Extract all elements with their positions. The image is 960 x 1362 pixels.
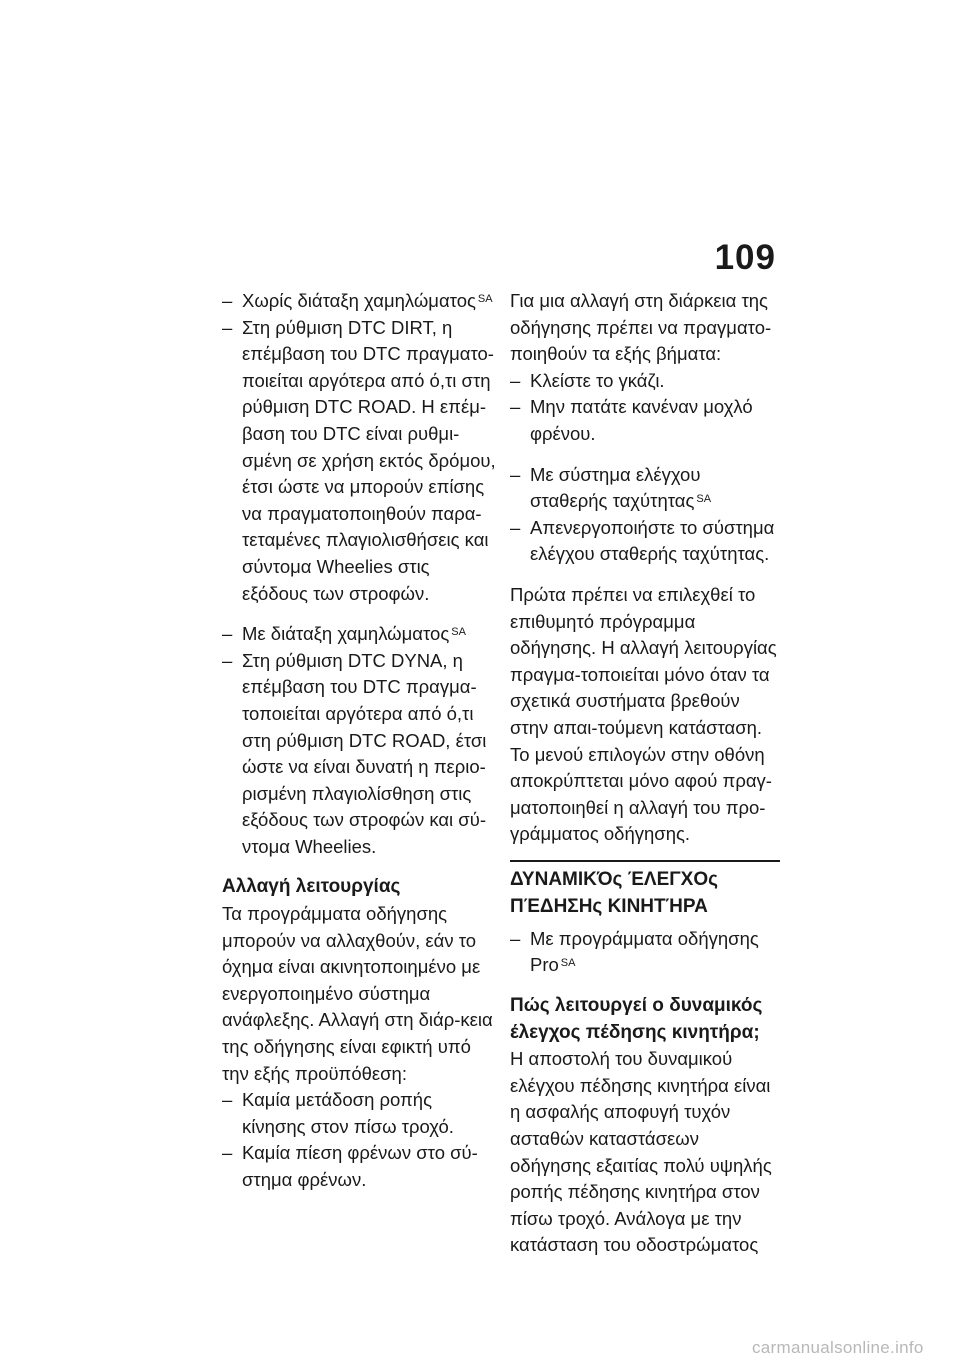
sa-superscript: SA xyxy=(696,493,712,506)
list-item: – Καμία πίεση φρένων στο σύ-στημα φρένων. xyxy=(222,1140,498,1193)
list-item xyxy=(510,462,780,515)
page-number: 109 xyxy=(714,238,776,277)
paragraph: Το μενού επιλογών στην οθόνη αποκρύπτεται μόνο αφού πραγ-ματοποιηθεί η αλλαγή του προ-γράμματος οδήγησης. xyxy=(510,743,772,845)
section-title: ΔΥΝΑΜΙΚΌς ΈΛΕΓΧΟς ΠΈΔΗΣΗς ΚΙΝΗΤΉΡΑ xyxy=(510,868,719,917)
list-item xyxy=(222,288,498,315)
paragraph: Πρώτα πρέπει να επιλεχθεί το επιθυμητό πρόγραμμα οδήγησης. Η αλλαγή λειτουργίας πραγμα-τοποιείται μόνο όταν τα σχετικά συστήματα βρεθούν στην απαι-τούμενη κατάσταση. xyxy=(510,583,777,738)
sa-superscript: SA xyxy=(560,957,576,970)
section-heading: Αλλαγή λειτουργίας xyxy=(222,876,401,898)
list-item-text: Χωρίς διάταξη χαμηλώματος xyxy=(242,290,476,311)
list-item xyxy=(222,621,498,648)
right-column xyxy=(510,288,780,1259)
list-item: – Κλείστε το γκάζι. xyxy=(510,368,780,395)
paragraph: Για μια αλλαγή στη διάρκεια της οδήγησης πρέπει να πραγματο-ποιηθούν τα εξής βήματα: xyxy=(510,290,772,365)
list-item: – Καμία μετάδοση ροπής κίνησης στον πίσω τροχό. xyxy=(222,1087,498,1140)
paragraph: Τα προγράμματα οδήγησης μπορούν να αλλαχθούν, εάν το όχημα είναι ακινητοποιημένο με ενεργοποιημένο σύστημα ανάφλεξης. Αλλαγή στη διάρ-κεια της οδήγησης είναι εφικτή υπό την εξής προϋπόθεση: xyxy=(222,903,493,1084)
section-divider xyxy=(510,860,780,920)
paragraph: Η αποστολή του δυναμικού ελέγχου πέδησης κινητήρα είναι η ασφαλής αποφυγή τυχόν ασταθών καταστάσεων οδήγησης εξαιτίας πολύ υψηλής ροπής πέδησης κινητήρα στον πίσω τροχό. Ανάλογα με την κατάσταση του οδοστρώματος xyxy=(510,1048,772,1256)
left-column xyxy=(222,288,498,1194)
sa-superscript: SA xyxy=(477,293,493,305)
list-item: – Στη ρύθμιση DTC DIRT, η επέμβαση του DTC πραγματο-ποιείται αργότερα από ό,τι στη ρύθμιση DTC ROAD. Η επέμ-βαση του DTC είναι ρυθμι-σμένη σε χρήση εκτός δρόμου, έτσι ώστε να μπορούν επίσης να πραγματοποιηθούν παρα-τεταμένες πλαγιολισθήσεις και σύντομα Wheelies στις εξόδους των στροφών. xyxy=(222,315,498,608)
list-item xyxy=(510,926,780,979)
list-item: – Απενεργοποιήστε το σύστημα ελέγχου σταθερής ταχύτητας. xyxy=(510,515,780,568)
list-item-text: Με διάταξη χαμηλώματος xyxy=(242,623,450,645)
list-item-text: Με σύστημα ελέγχου σταθερής ταχύτητας xyxy=(530,463,701,512)
watermark: carmanualsonline.info xyxy=(752,1338,924,1357)
sa-superscript: SA xyxy=(451,626,466,639)
list-item: – Στη ρύθμιση DTC DYNA, η επέμβαση του DTC πραγμα-τοποιείται αργότερα από ό,τι στη ρύθμιση DTC ROAD, έτσι ώστε να είναι δυνατή η περιο-ρισμένη πλαγιολίσθηση στις εξόδους των στροφών και σύ-ντομα Wheelies. xyxy=(222,648,498,861)
subsection-heading: Πώς λειτουργεί ο δυναμικός έλεγχος πέδησης κινητήρα; xyxy=(510,995,763,1043)
list-item-text: Με προγράμματα οδήγησης Pro xyxy=(530,927,759,976)
list-item: – Μην πατάτε κανέναν μοχλό φρένου. xyxy=(510,394,780,447)
